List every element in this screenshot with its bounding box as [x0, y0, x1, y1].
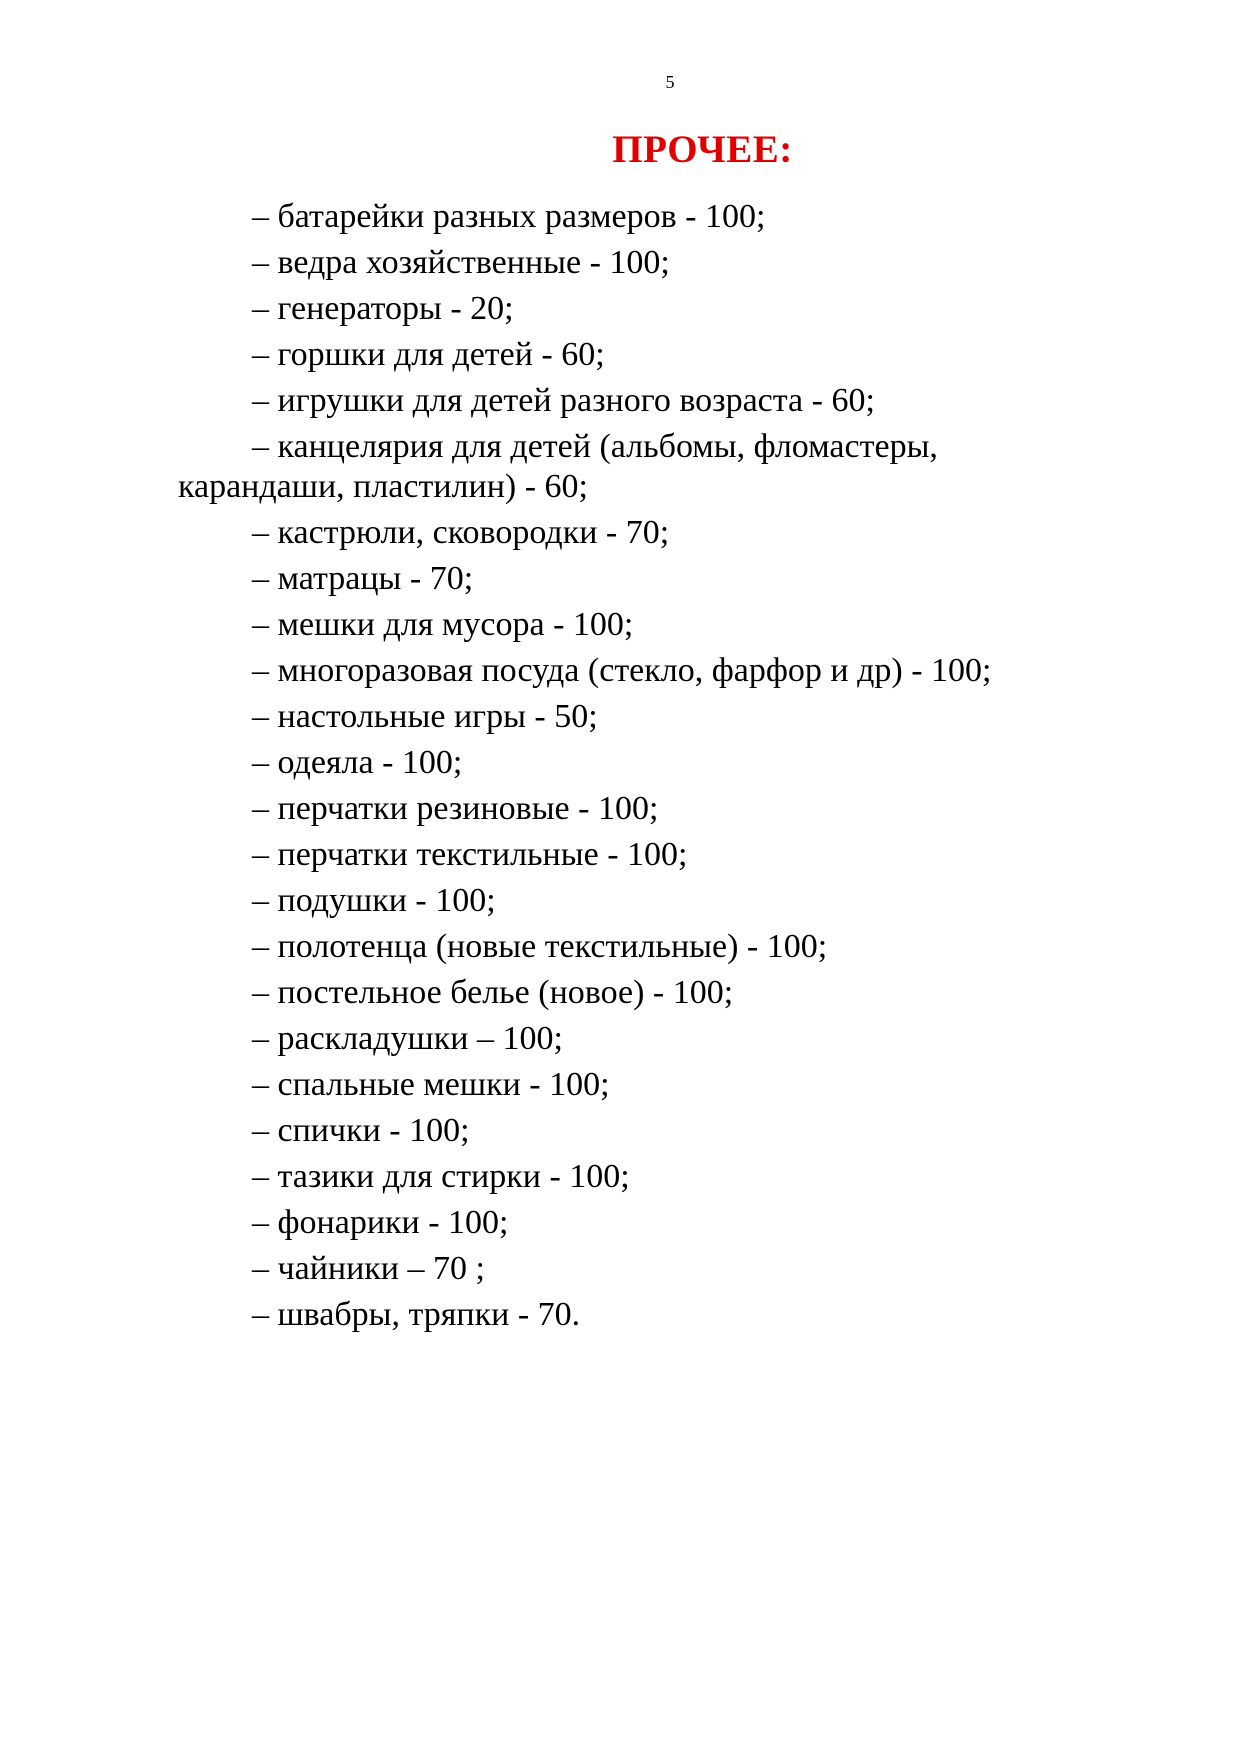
list-item-line: – канцелярия для детей (альбомы, фломастеры,: [252, 428, 938, 465]
list-item: – спальные мешки - 100;: [252, 1066, 610, 1103]
item-list: [178, 194, 1078, 1338]
list-item: – полотенца (новые текстильные) - 100;: [252, 928, 828, 965]
list-item: – батарейки разных размеров - 100;: [252, 198, 766, 235]
list-item: – одеяла - 100;: [252, 744, 463, 781]
list-item: – спички - 100;: [252, 1112, 470, 1149]
list-item: – настольные игры - 50;: [252, 698, 598, 735]
list-item: [178, 424, 1078, 510]
list-item: – генераторы - 20;: [252, 290, 514, 327]
section-heading: ПРОЧЕЕ:: [612, 128, 793, 171]
list-item: – игрушки для детей разного возраста - 60;: [252, 382, 875, 419]
list-item: – кастрюли, сковородки - 70;: [252, 514, 670, 551]
list-item: – перчатки текстильные - 100;: [252, 836, 688, 873]
list-item: – тазики для стирки - 100;: [252, 1158, 630, 1195]
list-item: – горшки для детей - 60;: [252, 336, 605, 373]
list-item: – многоразовая посуда (стекло, фарфор и др) - 100;: [252, 652, 992, 689]
list-item: – мешки для мусора - 100;: [252, 606, 634, 643]
list-item-line: карандаши, пластилин) - 60;: [178, 468, 588, 505]
list-item: – фонарики - 100;: [252, 1204, 509, 1241]
page-number: 5: [665, 72, 675, 92]
list-item: – матрацы - 70;: [252, 560, 474, 597]
list-item: – перчатки резиновые - 100;: [252, 790, 659, 827]
list-item: – чайники – 70 ;: [252, 1250, 485, 1287]
list-item: – подушки - 100;: [252, 882, 496, 919]
list-item: – постельное белье (новое) - 100;: [252, 974, 734, 1011]
list-item: – раскладушки – 100;: [252, 1020, 563, 1057]
list-item: – швабры, тряпки - 70.: [252, 1296, 581, 1333]
list-item: – ведра хозяйственные - 100;: [252, 244, 670, 281]
